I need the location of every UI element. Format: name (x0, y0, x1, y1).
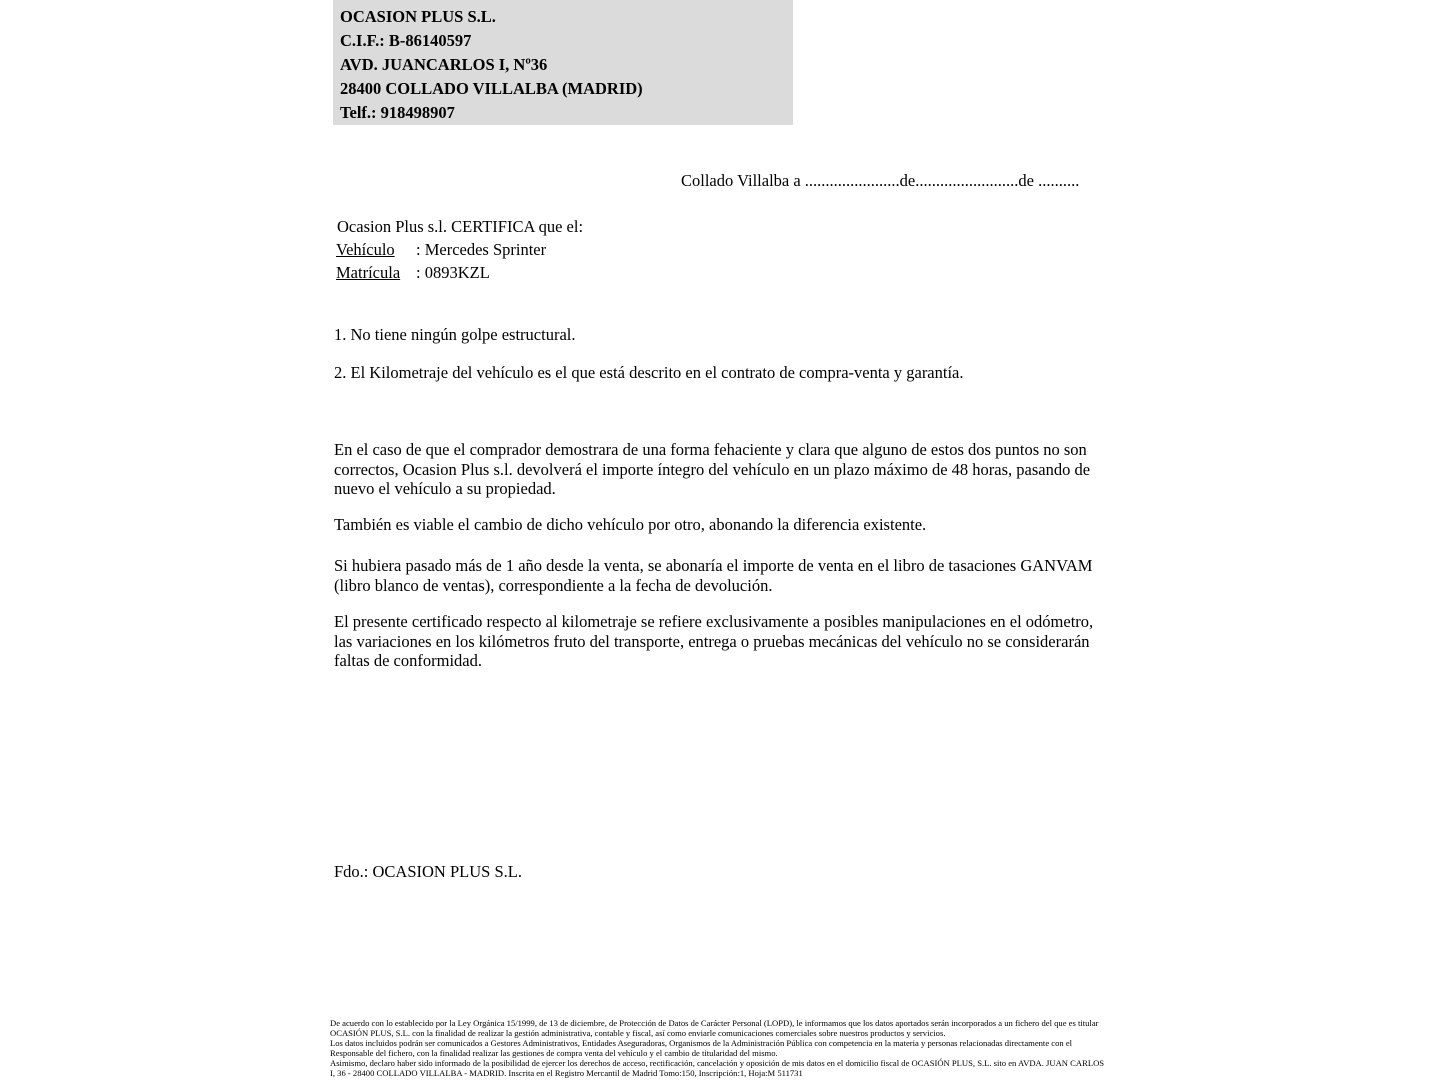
company-address: AVD. JUANCARLOS I, Nº36 (340, 55, 548, 74)
vehicle-label-wrap (336, 240, 416, 260)
body-paragraph-odometer: El presente certificado respecto al kilometraje se refiere exclusivamente a posibles manipulaciones en el odómetro, las variaciones en los kilómetros fruto del transporte, entrega o pruebas mecánicas del vehículo no se considerarán faltas de conformidad. (334, 612, 1094, 670)
plate-row (336, 263, 490, 283)
legal-paragraph-data-sharing: Los datos incluidos podrán ser comunicados a Gestores Administrativos, Entidades Aseguradoras, Organismos de la Administración Pública con competencia en la materia y personas relacionadas directamente con el Responsable del fichero, con la finalidad realizar las gestiones de compra venta del vehículo y el cambio de titularidad del mismo. (330, 1037, 1073, 1058)
condition-point-1: 1. No tiene ningún golpe estructural. (334, 325, 576, 344)
body-paragraph-exchange: También es viable el cambio de dicho vehículo por otro, abonando la diferencia existente. (334, 515, 927, 534)
company-phone: Telf.: 918498907 (340, 103, 455, 122)
legal-paragraph-lopd: De acuerdo con lo establecido por la Ley Orgánica 15/1999, de 13 de diciembre, de Protección de Datos de Carácter Personal (LOPD), le informamos que los datos aportados serán incorporados a un fichero del que es titular OCASIÓN PLUS, S.L. con la finalidad de realizar la gestión administrativa, contable y fiscal, así como enviarle comunicaciones comerciales sobre nuestros productos y servicios. (330, 1018, 1099, 1038)
legal-footer (330, 1019, 1108, 1078)
signature-line: Fdo.: OCASION PLUS S.L. (334, 862, 522, 881)
date-line: Collado Villalba a .......................de.........................de .......... (681, 171, 1080, 190)
body-paragraph-refund: En el caso de que el comprador demostrara de una forma fehaciente y clara que alguno de estos dos puntos no son correctos, Ocasion Plus s.l. devolverá el importe íntegro del vehículo en un plazo máximo de 48 horas, pasando de nuevo el vehículo a su propiedad. (334, 440, 1091, 498)
legal-paragraph-rights: Asimismo, declaro haber sido informado de la posibilidad de ejercer los derechos de acceso, rectificación, cancelación y oposición de mis datos en el domicilio fiscal de OCASIÓN PLUS, S.L. sito en AVDA. JUAN CARLOS I, 36 - 28400 COLLADO VILLALBA - MADRID. Inscrita en el Registro Mercantil de Madrid Tomo:150, Inscripción:1, Hoja:M 511731 (330, 1057, 1105, 1078)
condition-point-2: 2. El Kilometraje del vehículo es el que está descrito en el contrato de compra-venta y garantía. (334, 363, 964, 382)
body-paragraph-ganvam: Si hubiera pasado más de 1 año desde la venta, se abonaría el importe de venta en el libro de tasaciones GANVAM (libro blanco de ventas), correspondiente a la fecha de devolución. (334, 556, 1093, 595)
vehicle-label: Vehículo (336, 240, 395, 259)
company-cif: C.I.F.: B-86140597 (340, 31, 472, 50)
company-city: 28400 COLLADO VILLALBA (MADRID) (340, 79, 643, 98)
vehicle-value: : Mercedes Sprinter (416, 240, 547, 259)
plate-label: Matrícula (336, 263, 401, 282)
plate-label-wrap (336, 263, 416, 283)
plate-value: : 0893KZL (416, 263, 490, 282)
company-header-box (333, 0, 793, 125)
certifies-intro: Ocasion Plus s.l. CERTIFICA que el: (337, 217, 584, 236)
company-name: OCASION PLUS S.L. (340, 7, 496, 26)
vehicle-row (336, 240, 546, 260)
